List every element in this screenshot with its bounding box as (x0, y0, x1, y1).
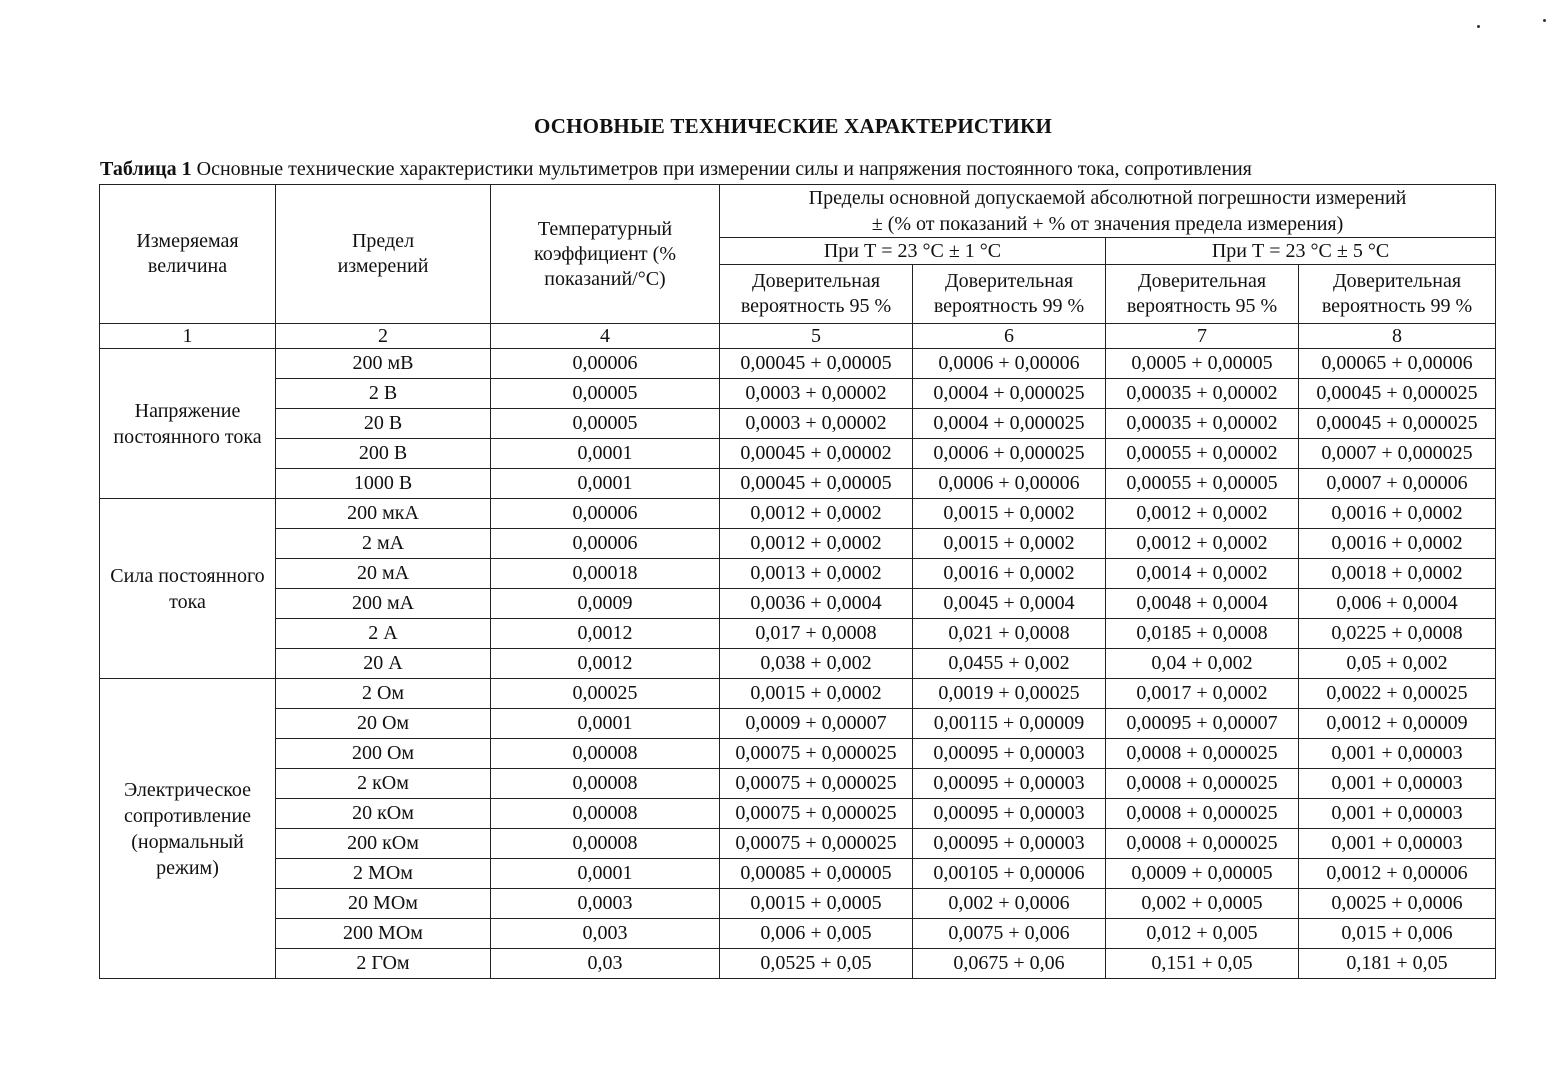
measurement-limit: 200 мкА (276, 499, 491, 529)
error-t1-p99: 0,0004 + 0,000025 (913, 379, 1106, 409)
measurement-limit: 200 В (276, 439, 491, 469)
error-t1-p99: 0,00095 + 0,00003 (913, 739, 1106, 769)
measured-quantity: Электрическое сопротивление (нормальный режим) (100, 679, 276, 979)
measurement-limit: 20 МОм (276, 889, 491, 919)
error-t1-p99: 0,00095 + 0,00003 (913, 799, 1106, 829)
measurement-limit: 1000 В (276, 469, 491, 499)
temperature-coefficient: 0,003 (491, 919, 720, 949)
error-t5-p95: 0,0017 + 0,0002 (1106, 679, 1299, 709)
error-t5-p95: 0,00055 + 0,00002 (1106, 439, 1299, 469)
error-t5-p95: 0,0012 + 0,0002 (1106, 529, 1299, 559)
error-t5-p99: 0,0012 + 0,00006 (1299, 859, 1496, 889)
error-t1-p99: 0,002 + 0,0006 (913, 889, 1106, 919)
error-t5-p95: 0,0014 + 0,0002 (1106, 559, 1299, 589)
error-t5-p99: 0,0225 + 0,0008 (1299, 619, 1496, 649)
temperature-coefficient: 0,0001 (491, 469, 720, 499)
measured-quantity: Сила постоянного тока (100, 499, 276, 679)
table-row (100, 469, 1496, 499)
temperature-coefficient: 0,00005 (491, 379, 720, 409)
table-row (100, 619, 1496, 649)
error-t1-p95: 0,0036 + 0,0004 (720, 589, 913, 619)
error-t1-p95: 0,0015 + 0,0002 (720, 679, 913, 709)
error-t5-p99: 0,181 + 0,05 (1299, 949, 1496, 979)
measurement-limit: 20 кОм (276, 799, 491, 829)
table-row (100, 799, 1496, 829)
error-t5-p95: 0,0008 + 0,000025 (1106, 739, 1299, 769)
temperature-coefficient: 0,00008 (491, 829, 720, 859)
error-t5-p95: 0,0005 + 0,00005 (1106, 349, 1299, 379)
error-t5-p95: 0,002 + 0,0005 (1106, 889, 1299, 919)
measurement-limit: 2 мА (276, 529, 491, 559)
header-errors-line2: ± (% от показаний + % от значения предела измерения) (720, 211, 1496, 238)
table-row (100, 649, 1496, 679)
column-number: 4 (491, 324, 720, 349)
error-t1-p99: 0,00115 + 0,00009 (913, 709, 1106, 739)
error-t5-p99: 0,0016 + 0,0002 (1299, 529, 1496, 559)
error-t5-p95: 0,0185 + 0,0008 (1106, 619, 1299, 649)
error-t5-p95: 0,0008 + 0,000025 (1106, 829, 1299, 859)
error-t5-p95: 0,012 + 0,005 (1106, 919, 1299, 949)
table-row (100, 709, 1496, 739)
table-row (100, 349, 1496, 379)
table-row (100, 529, 1496, 559)
temperature-coefficient: 0,0001 (491, 709, 720, 739)
measurement-limit: 20 В (276, 409, 491, 439)
table-row (100, 439, 1496, 469)
error-t5-p95: 0,00095 + 0,00007 (1106, 709, 1299, 739)
table-row (100, 889, 1496, 919)
column-number: 1 (100, 324, 276, 349)
error-t1-p99: 0,0455 + 0,002 (913, 649, 1106, 679)
error-t5-p99: 0,00065 + 0,00006 (1299, 349, 1496, 379)
temperature-coefficient: 0,00008 (491, 769, 720, 799)
table-row (100, 679, 1496, 709)
error-t1-p99: 0,0016 + 0,0002 (913, 559, 1106, 589)
error-t1-p99: 0,0075 + 0,006 (913, 919, 1106, 949)
measurement-limit: 2 Ом (276, 679, 491, 709)
error-t1-p95: 0,00045 + 0,00005 (720, 349, 913, 379)
table-caption-text: Основные технические характеристики мультиметров при измерении силы и напряжения постоянного тока, сопротивления (191, 158, 1252, 180)
error-t1-p95: 0,00075 + 0,000025 (720, 829, 913, 859)
header-conf-99: Доверительная вероятность 99 % (913, 265, 1106, 324)
error-t1-p99: 0,0006 + 0,00006 (913, 469, 1106, 499)
error-t5-p95: 0,00035 + 0,00002 (1106, 409, 1299, 439)
scan-speck (1477, 25, 1480, 28)
temperature-coefficient: 0,03 (491, 949, 720, 979)
table-row (100, 409, 1496, 439)
error-t5-p95: 0,04 + 0,002 (1106, 649, 1299, 679)
error-t1-p95: 0,00075 + 0,000025 (720, 739, 913, 769)
measurement-limit: 2 В (276, 379, 491, 409)
error-t1-p95: 0,00075 + 0,000025 (720, 769, 913, 799)
table-row (100, 859, 1496, 889)
error-t1-p95: 0,0525 + 0,05 (720, 949, 913, 979)
column-number: 6 (913, 324, 1106, 349)
error-t5-p99: 0,001 + 0,00003 (1299, 769, 1496, 799)
error-t1-p95: 0,0003 + 0,00002 (720, 409, 913, 439)
measurement-limit: 20 А (276, 649, 491, 679)
measurement-limit: 200 мА (276, 589, 491, 619)
error-t5-p99: 0,001 + 0,00003 (1299, 739, 1496, 769)
column-number: 7 (1106, 324, 1299, 349)
error-t5-p99: 0,00045 + 0,000025 (1299, 409, 1496, 439)
error-t5-p99: 0,00045 + 0,000025 (1299, 379, 1496, 409)
table-caption (100, 158, 1252, 181)
measurement-limit: 20 мА (276, 559, 491, 589)
temperature-coefficient: 0,0001 (491, 859, 720, 889)
temperature-coefficient: 0,0012 (491, 619, 720, 649)
header-tempcoef: Температурный коэффициент (% показаний/°С) (491, 185, 720, 324)
table-row (100, 829, 1496, 859)
measured-quantity: Напряжение постоянного тока (100, 349, 276, 499)
temperature-coefficient: 0,00006 (491, 349, 720, 379)
error-t5-p99: 0,0022 + 0,00025 (1299, 679, 1496, 709)
error-t1-p99: 0,0045 + 0,0004 (913, 589, 1106, 619)
error-t5-p95: 0,00055 + 0,00005 (1106, 469, 1299, 499)
measurement-limit: 2 ГОм (276, 949, 491, 979)
scan-speck (1543, 19, 1546, 22)
error-t1-p95: 0,0015 + 0,0005 (720, 889, 913, 919)
temperature-coefficient: 0,00008 (491, 799, 720, 829)
measurement-limit: 200 МОм (276, 919, 491, 949)
error-t1-p95: 0,00085 + 0,00005 (720, 859, 913, 889)
temperature-coefficient: 0,00008 (491, 739, 720, 769)
error-t5-p99: 0,0012 + 0,00009 (1299, 709, 1496, 739)
error-t5-p99: 0,0025 + 0,0006 (1299, 889, 1496, 919)
header-temp-5: При Т = 23 °С ± 5 °С (1106, 238, 1496, 265)
error-t1-p95: 0,00045 + 0,00005 (720, 469, 913, 499)
error-t5-p95: 0,151 + 0,05 (1106, 949, 1299, 979)
temperature-coefficient: 0,00006 (491, 499, 720, 529)
error-t1-p99: 0,021 + 0,0008 (913, 619, 1106, 649)
temperature-coefficient: 0,00005 (491, 409, 720, 439)
temperature-coefficient: 0,00025 (491, 679, 720, 709)
header-errors-line1: Пределы основной допускаемой абсолютной погрешности измерений (720, 185, 1496, 212)
column-number: 8 (1299, 324, 1496, 349)
table-row (100, 949, 1496, 979)
error-t5-p95: 0,0008 + 0,000025 (1106, 799, 1299, 829)
measurement-limit: 20 Ом (276, 709, 491, 739)
table-row (100, 769, 1496, 799)
error-t5-p99: 0,0016 + 0,0002 (1299, 499, 1496, 529)
error-t1-p99: 0,00095 + 0,00003 (913, 769, 1106, 799)
error-t1-p99: 0,0004 + 0,000025 (913, 409, 1106, 439)
header-conf-95: Доверительная вероятность 95 % (1106, 265, 1299, 324)
table-row (100, 379, 1496, 409)
header-conf-95: Доверительная вероятность 95 % (720, 265, 913, 324)
header-quantity: Измеряемая величина (100, 185, 276, 324)
error-t5-p99: 0,001 + 0,00003 (1299, 829, 1496, 859)
table-row (100, 499, 1496, 529)
temperature-coefficient: 0,0012 (491, 649, 720, 679)
error-t5-p99: 0,0007 + 0,00006 (1299, 469, 1496, 499)
error-t5-p95: 0,0048 + 0,0004 (1106, 589, 1299, 619)
error-t1-p95: 0,0003 + 0,00002 (720, 379, 913, 409)
error-t5-p95: 0,0009 + 0,00005 (1106, 859, 1299, 889)
column-number: 5 (720, 324, 913, 349)
error-t1-p95: 0,0013 + 0,0002 (720, 559, 913, 589)
temperature-coefficient: 0,0001 (491, 439, 720, 469)
error-t1-p99: 0,0019 + 0,00025 (913, 679, 1106, 709)
column-number: 2 (276, 324, 491, 349)
error-t1-p95: 0,017 + 0,0008 (720, 619, 913, 649)
page-title: ОСНОВНЫЕ ТЕХНИЧЕСКИЕ ХАРАКТЕРИСТИКИ (533, 114, 1052, 138)
error-t5-p99: 0,001 + 0,00003 (1299, 799, 1496, 829)
temperature-coefficient: 0,00006 (491, 529, 720, 559)
temperature-coefficient: 0,0009 (491, 589, 720, 619)
table-row (100, 919, 1496, 949)
measurement-limit: 200 Ом (276, 739, 491, 769)
measurement-limit: 2 МОм (276, 859, 491, 889)
error-t1-p95: 0,0012 + 0,0002 (720, 529, 913, 559)
measurement-limit: 2 А (276, 619, 491, 649)
error-t1-p99: 0,0675 + 0,06 (913, 949, 1106, 979)
error-t5-p99: 0,006 + 0,0004 (1299, 589, 1496, 619)
measurement-limit: 2 кОм (276, 769, 491, 799)
error-t5-p99: 0,05 + 0,002 (1299, 649, 1496, 679)
header-temp-1: При Т = 23 °С ± 1 °С (720, 238, 1106, 265)
table-row (100, 589, 1496, 619)
error-t1-p95: 0,006 + 0,005 (720, 919, 913, 949)
error-t5-p99: 0,0007 + 0,000025 (1299, 439, 1496, 469)
header-conf-99: Доверительная вероятность 99 % (1299, 265, 1496, 324)
error-t5-p99: 0,015 + 0,006 (1299, 919, 1496, 949)
error-t1-p99: 0,0015 + 0,0002 (913, 529, 1106, 559)
measurement-limit: 200 мВ (276, 349, 491, 379)
error-t1-p95: 0,038 + 0,002 (720, 649, 913, 679)
table-caption-label: Таблица 1 (100, 158, 192, 180)
error-t5-p95: 0,00035 + 0,00002 (1106, 379, 1299, 409)
error-t1-p99: 0,0006 + 0,00006 (913, 349, 1106, 379)
error-t5-p95: 0,0008 + 0,000025 (1106, 769, 1299, 799)
error-t1-p99: 0,0006 + 0,000025 (913, 439, 1106, 469)
header-limit: Предел измерений (276, 185, 491, 324)
error-t5-p95: 0,0012 + 0,0002 (1106, 499, 1299, 529)
table-row (100, 739, 1496, 769)
temperature-coefficient: 0,0003 (491, 889, 720, 919)
temperature-coefficient: 0,00018 (491, 559, 720, 589)
error-t5-p99: 0,0018 + 0,0002 (1299, 559, 1496, 589)
table-row (100, 559, 1496, 589)
error-t1-p95: 0,00075 + 0,000025 (720, 799, 913, 829)
error-t1-p95: 0,0012 + 0,0002 (720, 499, 913, 529)
error-t1-p99: 0,00105 + 0,00006 (913, 859, 1106, 889)
error-t1-p99: 0,00095 + 0,00003 (913, 829, 1106, 859)
error-t1-p95: 0,00045 + 0,00002 (720, 439, 913, 469)
specifications-table (99, 184, 1496, 979)
measurement-limit: 200 кОм (276, 829, 491, 859)
error-t1-p99: 0,0015 + 0,0002 (913, 499, 1106, 529)
error-t1-p95: 0,0009 + 0,00007 (720, 709, 913, 739)
